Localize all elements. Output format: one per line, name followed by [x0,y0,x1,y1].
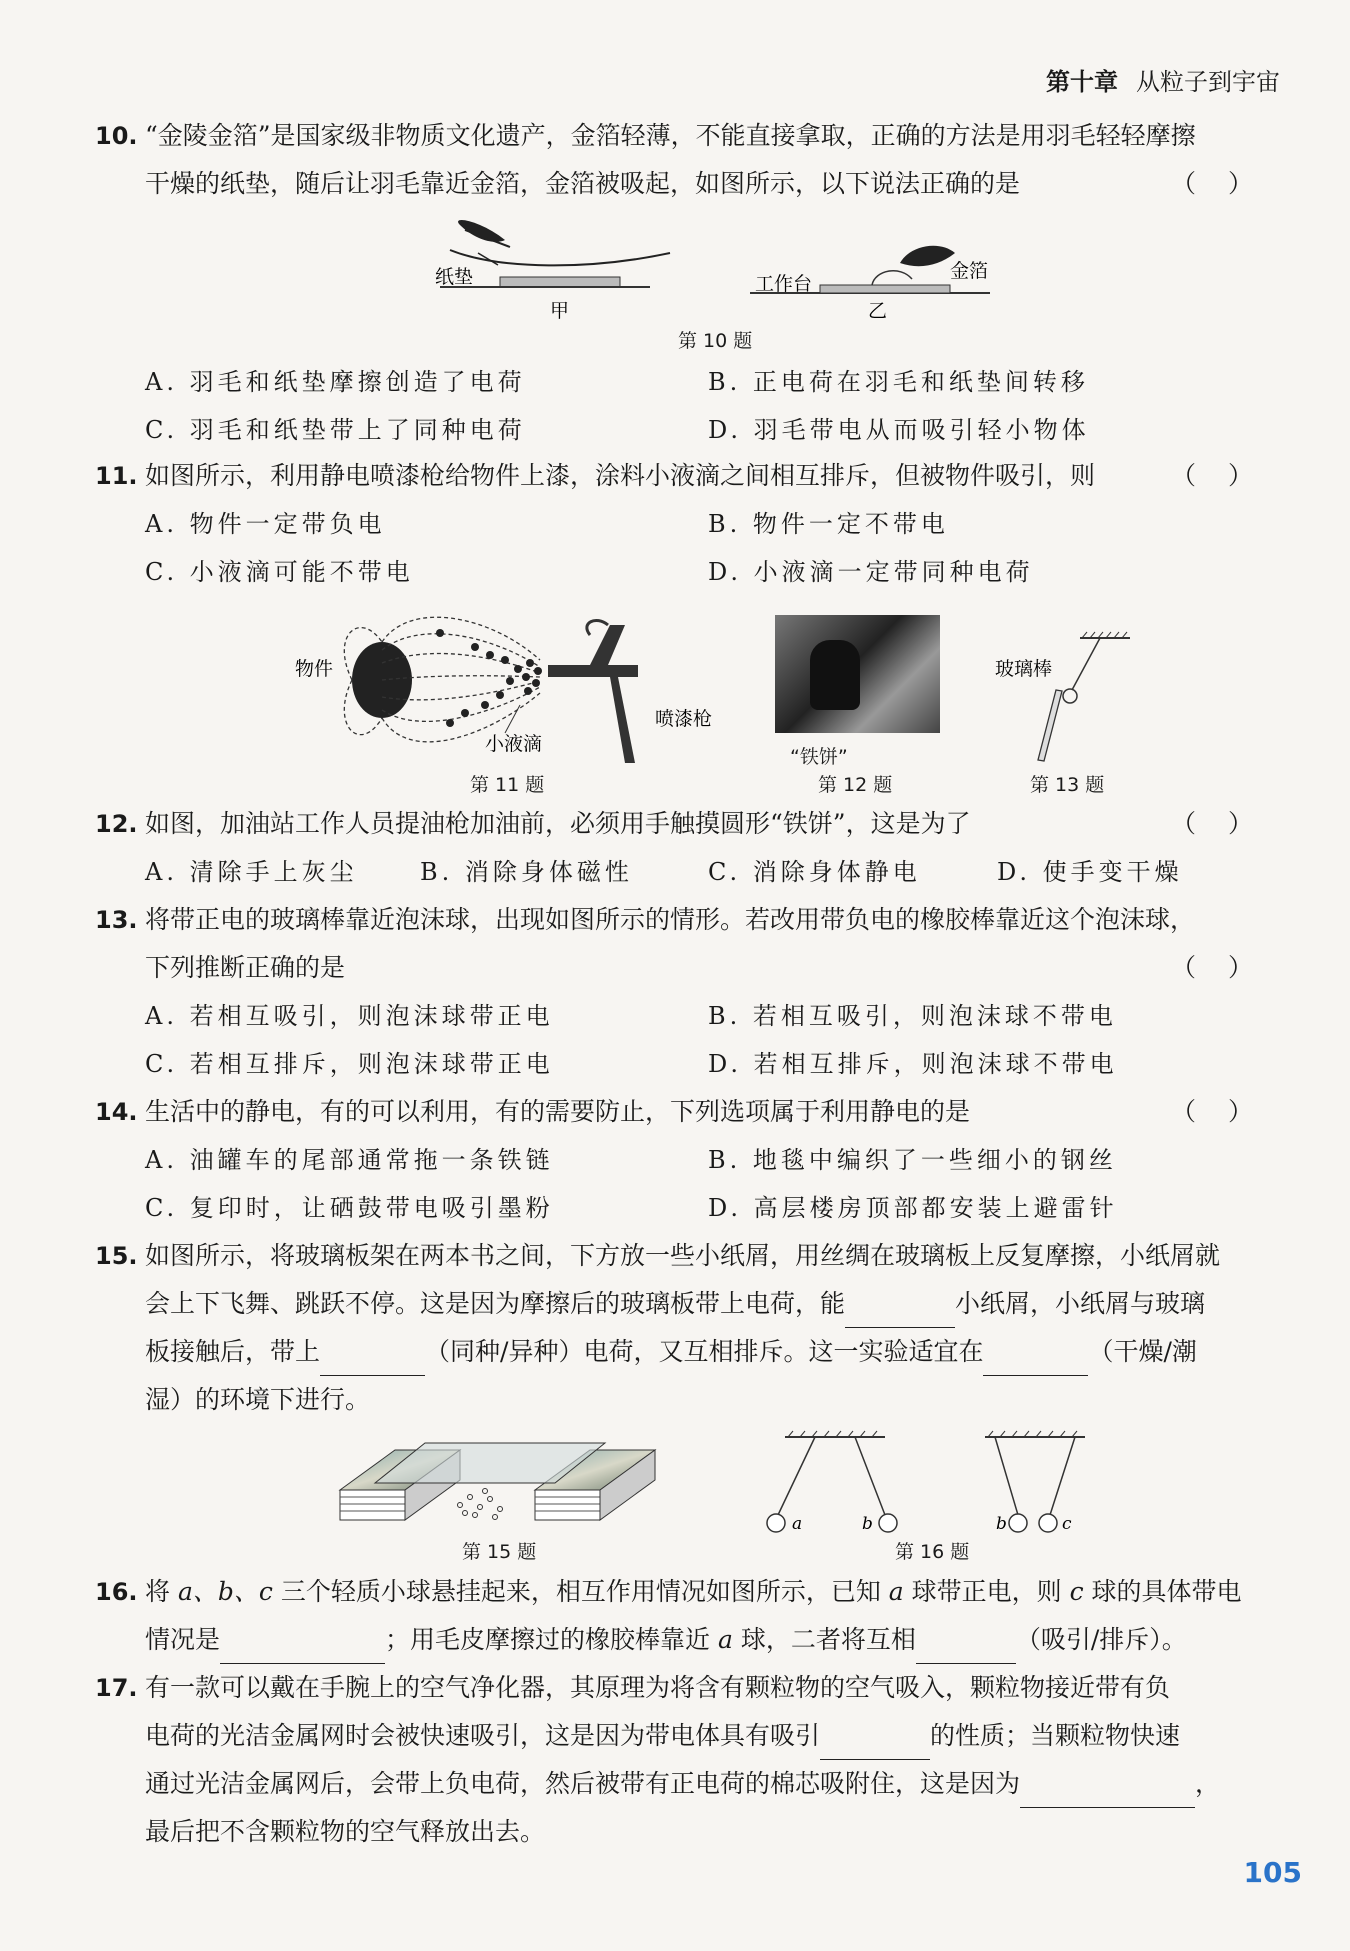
option-c[interactable]: C. 羽毛和纸垫带上了同种电荷 [145,416,526,444]
option-c[interactable]: C. 消除身体静电 [708,858,921,886]
stem-text: ；用毛皮摩擦过的橡胶棒靠近 [385,1625,718,1654]
options-13 [145,992,1285,1092]
figure-caption: 第 10 题 [678,330,753,352]
question-number: 13. [95,906,138,934]
option-a[interactable]: A. 油罐车的尾部通常拖一条铁链 [145,1146,554,1174]
stem-text: 小纸屑，小纸屑与玻璃 [955,1289,1206,1318]
figure-13 [990,630,1140,770]
chapter-number: 第十章 [1046,68,1118,96]
stem-text: （吸引/排斥）。 [1015,1625,1187,1654]
option-a[interactable]: A. 若相互吸引，则泡沫球带正电 [145,1002,554,1030]
ball-name: a [717,1625,733,1654]
question-12 [95,800,1285,848]
question-17 [95,1664,1285,1856]
ball-c [1039,1514,1057,1532]
stem-text: 通过光洁金属网后，会带上负电荷，然后被带有正电荷的棉芯吸附住，这是因为 [145,1769,1021,1798]
stem-text: （干燥/潮 [1088,1337,1197,1366]
question-number: 12. [95,810,138,838]
stem-text: 板接触后，带上 [145,1337,321,1366]
ball-b [1009,1514,1027,1532]
stem-line: 将带正电的玻璃棒靠近泡沫球，出现如图所示的情形。若改用带负电的橡胶棒靠近这个泡沫球， [145,905,1196,934]
stem-text: 球的具体带电 [1083,1577,1242,1606]
question-number: 15. [95,1242,138,1270]
figure-caption: 第 11 题 [470,774,545,796]
feather-icon [900,246,955,266]
label-yi: 乙 [868,300,888,322]
ball-name: a [888,1577,904,1606]
stem-text: 三个轻质小球悬挂起来，相互作用情况如图所示，已知 [272,1577,889,1606]
stem-line: 如图，加油站工作人员提油枪加油前，必须用手触摸圆形“铁饼”，这是为了 [145,809,971,838]
label-paper-pad: 纸垫 [435,266,474,288]
option-b[interactable]: B. 正电荷在羽毛和纸垫间转移 [708,368,1089,396]
chapter-header [1046,62,1280,97]
stem-line: 如图所示，利用静电喷漆枪给物件上漆，涂料小液滴之间相互排斥，但被物件吸引，则 [145,461,1096,490]
answer-blank[interactable] [983,1345,1088,1376]
option-c[interactable]: C. 小液滴可能不带电 [145,558,414,586]
figure-12-photo [775,615,940,733]
paper-scraps [458,1489,503,1520]
stem-text: 球，二者将互相 [732,1625,916,1654]
options-14 [145,1136,1285,1236]
stem-line: 如图所示，将玻璃板架在两本书之间，下方放一些小纸屑，用丝绸在玻璃板上反复摩擦，小纸屑就 [145,1241,1221,1270]
stem-line: “金陵金箔”是国家级非物质文化遗产，金箔轻薄，不能直接拿取，正确的方法是用羽毛轻轻摩擦 [145,121,1196,150]
feather-icon [458,220,510,247]
answer-parentheses[interactable]: （） [1170,461,1285,490]
label-b: b [996,1514,1007,1534]
option-c[interactable]: C. 复印时，让硒鼓带电吸引墨粉 [145,1194,554,1222]
option-a[interactable]: A. 羽毛和纸垫摩擦创造了电荷 [145,368,526,396]
option-b[interactable]: B. 若相互吸引，则泡沫球不带电 [708,1002,1117,1030]
label-workpiece: 物件 [295,658,334,680]
foam-ball [1063,689,1077,703]
figure-caption: 第 12 题 [818,774,893,796]
ball-b [879,1514,897,1532]
figure-16 [760,1425,1090,1535]
answer-parentheses[interactable]: （） [1170,953,1285,982]
options-11 [145,500,1285,600]
stem-text: 的性质；当颗粒物快速 [930,1721,1181,1750]
answer-blank[interactable] [820,1729,930,1760]
ceiling-right [985,1431,1085,1437]
stem-line: 干燥的纸垫，随后让羽毛靠近金箔，金箔被吸起，如图所示，以下说法正确的是 [145,169,1021,198]
answer-parentheses[interactable]: （） [1170,1097,1285,1126]
answer-blank[interactable] [916,1633,1016,1664]
label-glass-rod: 玻璃棒 [995,658,1053,680]
stem-text: 将 [145,1577,178,1606]
glass-rod [1038,690,1062,761]
ball-names: a、b、c [177,1577,273,1606]
figure-15 [335,1435,665,1535]
question-number: 17. [95,1674,138,1702]
label-a: a [792,1514,803,1534]
label-c: c [1062,1514,1072,1534]
options-10 [145,358,1285,458]
label-jia: 甲 [550,300,570,322]
option-d[interactable]: D. 使手变干燥 [997,858,1183,886]
answer-parentheses[interactable]: （） [1170,169,1285,198]
question-number: 10. [95,122,138,150]
spray-gun-icon [548,620,638,763]
option-a[interactable]: A. 清除手上灰尘 [145,858,358,886]
option-b[interactable]: B. 地毯中编织了一些细小的钢丝 [708,1146,1117,1174]
question-stem [95,112,1285,208]
question-number: 14. [95,1098,138,1126]
hand-icon [810,640,860,710]
option-a[interactable]: A. 物件一定带负电 [145,510,386,538]
question-15 [95,1232,1285,1424]
answer-blank[interactable] [1020,1777,1195,1808]
figure-caption: 第 15 题 [462,1541,537,1563]
ball-a [767,1514,785,1532]
option-b[interactable]: B. 消除身体磁性 [420,858,633,886]
answer-blank[interactable] [220,1633,385,1664]
answer-blank[interactable] [320,1345,425,1376]
answer-blank[interactable] [845,1297,955,1328]
options-12 [145,848,1285,898]
stem-line: 湿）的环境下进行。 [145,1385,371,1414]
stem-text: 电荷的光洁金属网时会被快速吸引，这是因为带电体具有吸引 [145,1721,821,1750]
stem-line: 最后把不含颗粒物的空气释放出去。 [145,1817,546,1846]
option-c[interactable]: C. 若相互排斥，则泡沫球带正电 [145,1050,554,1078]
option-d[interactable]: D. 高层楼房顶部都安装上避雷针 [708,1194,1118,1222]
question-number: 16. [95,1578,138,1606]
question-11 [95,452,1285,500]
stem-text: 情况是 [145,1625,221,1654]
figure-11 [290,605,730,775]
stem-text: ， [1195,1769,1221,1798]
stem-line: 有一款可以戴在手腕上的空气净化器，其原理为将含有颗粒物的空气吸入，颗粒物接近带有负 [145,1673,1171,1702]
label-spray-gun: 喷漆枪 [655,708,713,730]
question-10 [95,112,1285,208]
question-13 [95,896,1285,992]
figure-label: “铁饼” [790,746,848,768]
label-gold-foil: 金箔 [950,260,989,282]
stem-line: 生活中的静电，有的可以利用，有的需要防止，下列选项属于利用静电的是 [145,1097,971,1126]
option-b[interactable]: B. 物件一定不带电 [708,510,949,538]
chapter-title: 从粒子到宇宙 [1136,68,1280,96]
page-number: 105 [1243,1856,1302,1889]
stem-text: 球带正电，则 [903,1577,1070,1606]
question-16 [95,1568,1285,1664]
figure-caption: 第 13 题 [1030,774,1105,796]
question-number: 11. [95,462,138,490]
ceiling-left [785,1431,885,1437]
label-b: b [862,1514,873,1534]
question-14 [95,1088,1285,1136]
stem-line: 下列推断正确的是 [145,953,346,982]
option-d[interactable]: D. 若相互排斥，则泡沫球不带电 [708,1050,1118,1078]
stem-text: 会上下飞舞、跳跃不停。这是因为摩擦后的玻璃板带上电荷，能 [145,1289,846,1318]
figure-caption: 第 16 题 [895,1541,970,1563]
label-droplets: 小液滴 [485,733,543,755]
label-workbench: 工作台 [755,273,813,295]
stem-text: （同种/异种）电荷，又互相排斥。这一实验适宜在 [425,1337,984,1366]
option-d[interactable]: D. 小液滴一定带同种电荷 [708,558,1034,586]
option-d[interactable]: D. 羽毛带电从而吸引轻小物体 [708,416,1090,444]
answer-parentheses[interactable]: （） [1170,809,1285,838]
ball-name: c [1069,1577,1084,1606]
